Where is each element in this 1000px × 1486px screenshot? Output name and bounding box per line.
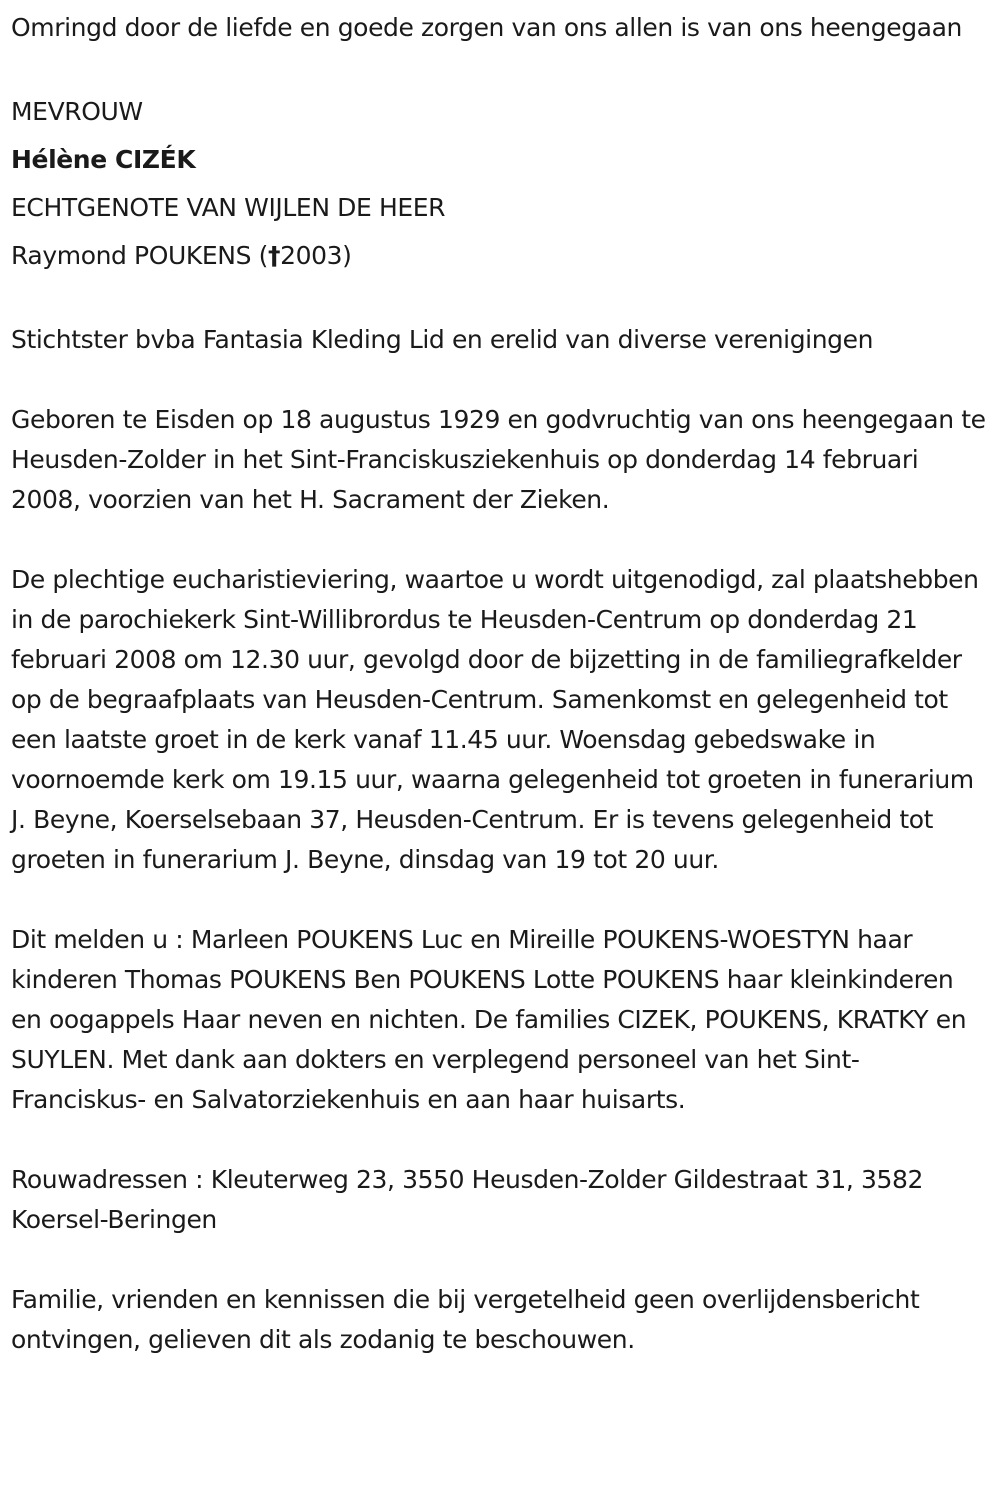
- spouse-relation: ECHTGENOTE VAN WIJLEN DE HEER: [11, 193, 446, 222]
- deceased-name: Hélène CIZÉK: [11, 145, 196, 174]
- spouse-line: [11, 232, 990, 280]
- spouse-name: Raymond POUKENS (: [11, 241, 268, 270]
- deceased-title: MEVROUW: [11, 97, 143, 126]
- announcement-text: Dit melden u : Marleen POUKENS Luc en Mireille POUKENS-WOESTYN haar kinderen Thomas POUKENS Ben POUKENS Lotte POUKENS haar kleinkinderen en oogappels Haar neven en nichten. De families CIZEK, POUKENS, KRATKY en SUYLEN. Met dank aan dokters en verplegend personeel van het Sint-Franciskus- en Salvatorziekenhuis en aan haar huisarts.: [11, 925, 967, 1114]
- deceased-block: [11, 88, 990, 280]
- cross-icon: †: [267, 241, 281, 270]
- occupation-text: Stichtster bvba Fantasia Kleding Lid en erelid van diverse verenigingen: [11, 325, 874, 354]
- birth-death-text: Geboren te Eisden op 18 augustus 1929 en godvruchtig van ons heengegaan te Heusden-Zolder in het Sint-Franciskusziekenhuis op donderdag 14 februari 2008, voorzien van het H. Sacrament der Zieken.: [11, 405, 986, 514]
- intro-text: Omringd door de liefde en goede zorgen van ons allen is van ons heengegaan: [11, 13, 962, 42]
- spouse-death-year: 2003): [280, 241, 352, 270]
- closing-text: Familie, vrienden en kennissen die bij vergetelheid geen overlijdensbericht ontvingen, gelieven dit als zodanig te beschouwen.: [11, 1285, 920, 1354]
- addresses-text: Rouwadressen : Kleuterweg 23, 3550 Heusden-Zolder Gildestraat 31, 3582 Koersel-Beringen: [11, 1165, 924, 1234]
- ceremony-text: De plechtige eucharistieviering, waartoe u wordt uitgenodigd, zal plaatshebben in de parochiekerk Sint-Willibrordus te Heusden-Centrum op donderdag 21 februari 2008 om 12.30 uur, gevolgd door de bijzetting in de familiegrafkelder op de begraafplaats van Heusden-Centrum. Samenkomst en gelegenheid tot een laatste groet in de kerk vanaf 11.45 uur. Woensdag gebedswake in voornoemde kerk om 19.15 uur, waarna gelegenheid tot groeten in funerarium J. Beyne, Koerselsebaan 37, Heusden-Centrum. Er is tevens gelegenheid tot groeten in funerarium J. Beyne, dinsdag van 19 tot 20 uur.: [11, 565, 979, 874]
